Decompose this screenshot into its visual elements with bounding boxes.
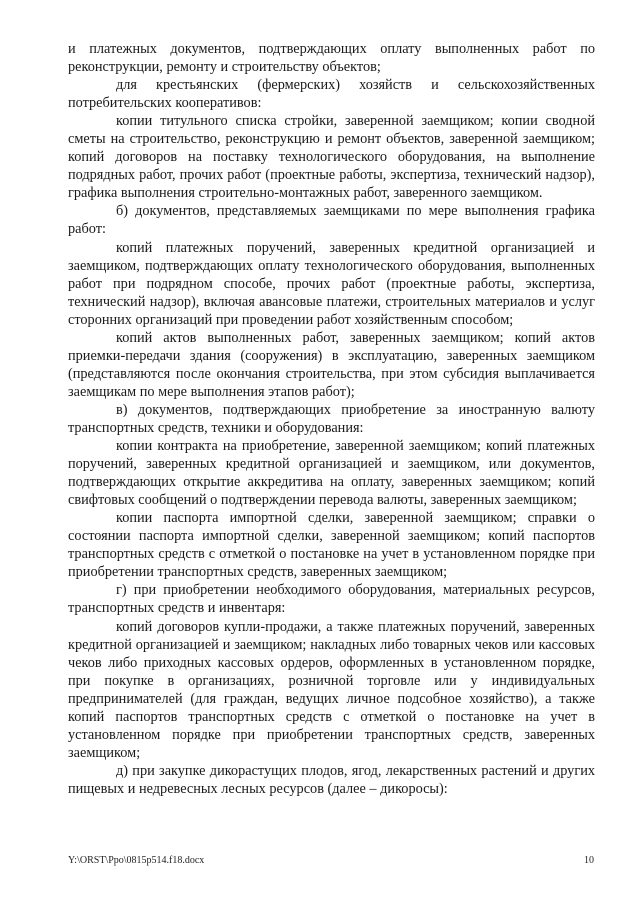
paragraph: для крестьянских (фермерских) хозяйств и сельскохозяйственных потребительских кооперативов: (68, 77, 595, 112)
paragraph: и платежных документов, подтверждающих оплату выполненных работ по реконструкции, ремонту и строительству объектов; (68, 41, 595, 76)
paragraph: д) при закупке дикорастущих плодов, ягод, лекарственных растений и других пищевых и недревесных лесных ресурсов (далее – дикоросы): (68, 762, 595, 797)
page-number: 10 (584, 855, 594, 866)
footer-file-path: Y:\ORST\Ppo\0815p514.f18.docx (68, 855, 205, 866)
paragraph: копий платежных поручений, заверенных кредитной организацией и заемщиком, подтверждающих оплату технологического оборудования, выполненных работ при подрядном способе, прочих работ (проектные работы, экспертиза, технический надзор), включая авансовые платежи, строительных материалов и услуг сторонних организаций при проведении работ хозяйственным способом; (68, 239, 595, 328)
paragraph: копии контракта на приобретение, заверенной заемщиком; копий платежных поручений, заверенных кредитной организацией и заемщиком, или документов, подтверждающих открытие аккредитива на оплату, заверенных заемщиком; копий свифтовых сообщений о подтверждении перевода валюты, заверенных заемщиком; (68, 438, 595, 509)
paragraph: в) документов, подтверждающих приобретение за иностранную валюту транспортных средств, техники и оборудования: (68, 401, 595, 436)
document-body (68, 40, 595, 798)
paragraph: копии титульного списка стройки, заверенной заемщиком; копии сводной сметы на строительство, реконструкцию и ремонт объектов, заверенной заемщиком; копий договоров на поставку технологического оборудования, на выполнение подрядных работ, прочих работ (проектные работы, экспертиза, технический надзор), графика выполнения строительно-монтажных работ, заверенного заемщиком. (68, 113, 595, 202)
paragraph: копии паспорта импортной сделки, заверенной заемщиком; справки о состоянии паспорта импортной сделки, заверенной заемщиком; копий паспортов транспортных средств с отметкой о постановке на учет в установленном порядке при приобретении транспортных средств, заверенных заемщиком; (68, 510, 595, 581)
paragraph: г) при приобретении необходимого оборудования, материальных ресурсов, транспортных средств и инвентаря: (68, 582, 595, 617)
paragraph: копий договоров купли-продажи, а также платежных поручений, заверенных кредитной организацией и заемщиком; накладных либо товарных чеков или кассовых чеков либо приходных кассовых ордеров, оформленных в установленном порядке, при покупке в организациях, розничной торговле или у индивидуальных предпринимателей (для граждан, ведущих личное подсобное хозяйство), а также копий паспортов транспортных средств с отметкой о постановке на учет в установленном порядке при приобретении транспортных средств, заверенных заемщиком; (68, 618, 595, 761)
paragraph: копий актов выполненных работ, заверенных заемщиком; копий актов приемки-передачи здания (сооружения) в эксплуатацию, заверенных заемщиком (представляются после окончания строительства, при этом субсидия выплачивается заемщикам по мере выполнения этапов работ); (68, 329, 595, 400)
paragraph: б) документов, представляемых заемщиками по мере выполнения графика работ: (68, 203, 595, 238)
